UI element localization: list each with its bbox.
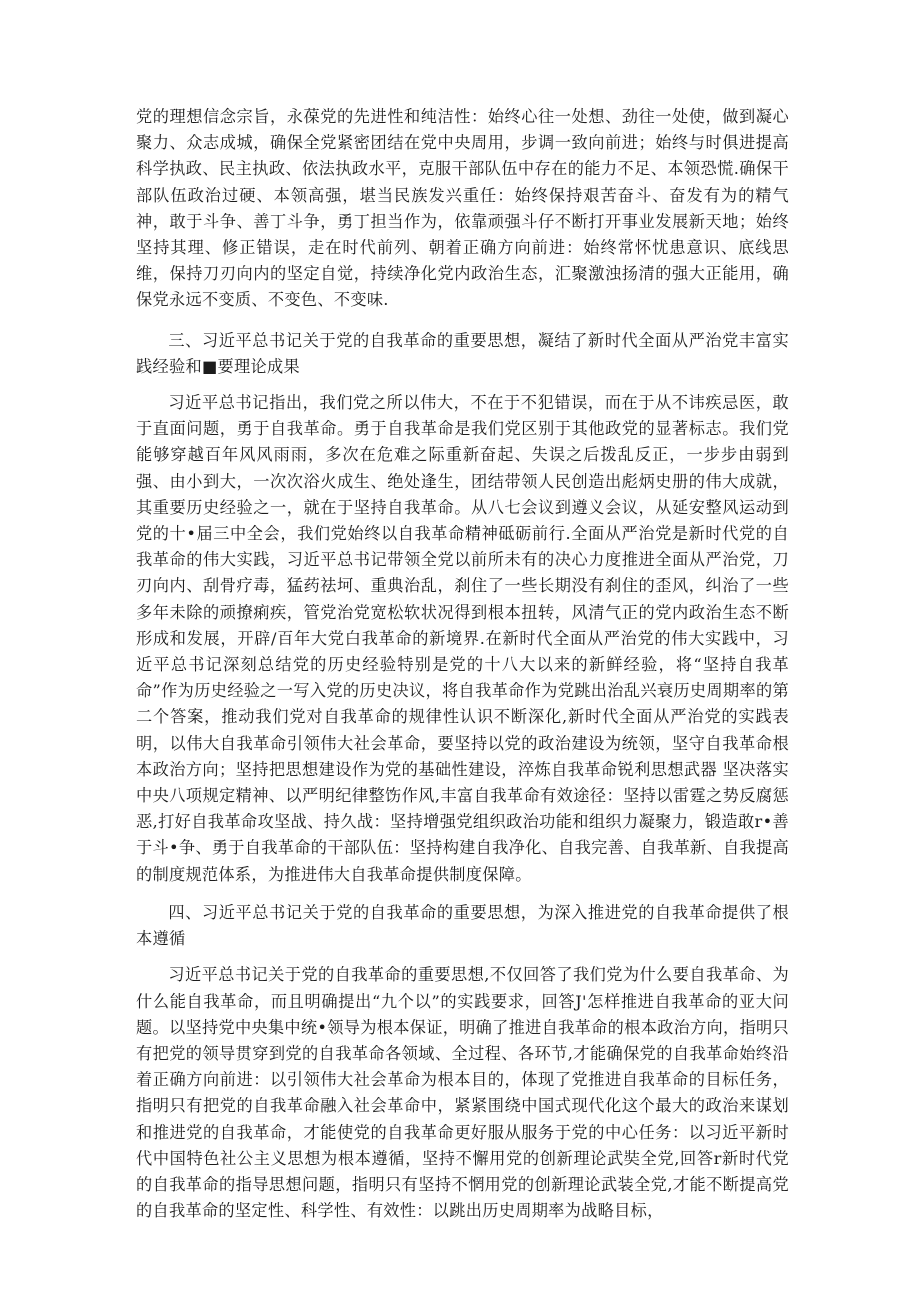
- section-heading-4: 四、习近平总书记关于党的自我革命的重要思想，为深入推进党的自我革命提供了根本遵循: [136, 902, 789, 949]
- document-body: [136, 104, 789, 1236]
- paragraph-1: 党的理想信念宗旨，永葆党的先进性和纯洁性：始终心往一处想、劲往一处使，做到凝心聚力、众志成城，确保全党紧密团结在党中央周用，步调一致向前进；始终与时俱进提高科学执政、民主执政、依法执政水平，克服干部队伍中存在的能力不足、本领恐慌.确保干部队伍政治过硬、本领高强，堪当民族发兴重任：始终保持艰苦奋斗、奋发有为的精气神，敢于斗争、善丁斗争，勇丁担当作为，依靠顽强斗仔不断打开事业发展新天地；始终坚持其理、修正错误，走在时代前列、朝着正确方向前进：始终常怀忧患意识、底线思维，保持刀刃向内的坚定自觉，持续净化党内政治生态，汇聚激浊扬清的强大正能用，确保党永远不变质、不变色、不变味.: [136, 107, 789, 310]
- paragraph-3: 习近平总书记关于党的自我革命的重要思想,不仅回答了我们党为什么要自我革命、为什么能自我革命，而且明确提出“九个以”的实践要求，回答J'怎样推进自我革命的亚大问题。以坚持党中央集中统•领导为根本保证，明确了推进自我革命的根本政治方向，指明只有把党的领导贯穿到党的自我革命各领域、全过程、各环节,才能确保党的自我革命始终沿着正确方向前进：以引领伟大社会革命为根本目的，体现了党推进自我革命的目标任务，指明只有把党的自我革命融入社会革命中，紧紧围绕中国式现代化这个最大的政治来谋划和推进党的自我革命，才能使党的自我革命更好服从服务于党的中心任务：以习近平新时代中国特色社公主义思想为根本遵循，坚持不懈用党的创新理论武奘全党,回答r新时代党的自我革命的指导思想问题，指明只有坚持不惘用党的创新理论武装全党,才能不断提高党的自我革命的坚定性、科学性、有效性：以跳出历史周期率为战略目标，: [136, 965, 789, 1221]
- section-heading-3: 三、习近平总书记关于党的自我革命的重要思想，凝结了新时代全面从严治党丰富实践经验和■要理论成果: [136, 330, 789, 376]
- paragraph-2: 习近平总书记指出，我们党之所以伟大，不在于不犯错误，而在于从不讳疾忌医，敢于直面问题，勇于自我革命。勇于自我革命是我们党区别于其他政党的显著标志。我们党能够穿越百年风风雨雨，多次在危难之际重新奋起、失误之后拨乱反正，一步步由弱到强、由小到大，一次次浴火成生、绝处逢生，团结带领人民创造出彪炳史册的伟大成就，其重要历史经验之一，就在于坚持自我革命。从八七会议到遵义会议，从延安整风运动到党的十•届三中全会，我们党始终以自我革命精神砥砺前行.全面从严治党是新时代党的自我革命的伟大实践，习近平总书记带领全党以前所未有的决心力度推进全面从严治党，刀刃向内、刮骨疗毒，猛药祛坷、重典治乱，刹住了一些长期没有刹住的歪风，纠治了一些多年未除的顽撩痢疾，管党治党宽松软状况得到根本扭转，风清气正的党内政治生态不断形成和发展，开辟/百年大党白我革命的新境界.在新时代全面从严治党的伟大实践中，习近平总书记深刻总结党的历史经验特别是党的十八大以来的新鲜经验，将“坚持自我革命”作为历史经验之一写入党的历史决议，将自我革命作为党跳出治乱兴衰历史周期率的第二个答案，推动我们党对自我革命的规律性认识不断深化,新时代全面从严治党的实践表明，以伟大自我革命引领伟大社会革命，要坚持以党的政治建设为统领，坚守自我革命根本政治方向；坚持把思想建设作为党的基础性建设，淬炼自我革命锐利思想武器 坚决落实中央八项规定精神、以严明纪律整饬作风,丰富自我革命有效途径：坚持以雷霆之势反腐惩恶,打好自我革命攻坚战、持久战：坚持增强党组织政治功能和组织力凝聚力，锻造敢r•善于斗•争、勇于自我革命的干部队伍：坚持构建自我净化、自我完善、自我革新、自我提高的制度规范体系，为推进伟大自我革命提供制度保障。: [136, 393, 789, 884]
